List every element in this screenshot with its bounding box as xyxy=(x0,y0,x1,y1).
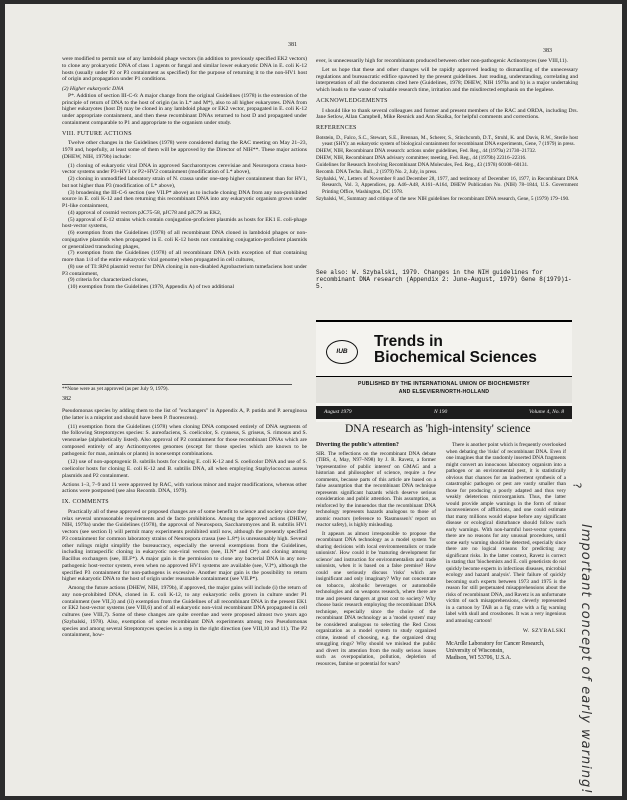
section-heading: IX. COMMENTS xyxy=(62,499,109,505)
section-heading: REFERENCES xyxy=(316,125,357,131)
address-line: Madison, WI 53706, U.S.A. xyxy=(446,654,512,661)
paragraph: Twelve other changes in the Guidelines (1978) were considered during the RAC meeting on May 21–23, 1978 and, hopefully, at least some of them will be approved by the Director of NIH**. These major actions (DHEW, NIH, 1979b) include: xyxy=(62,140,307,160)
paragraph: (12) use of non-apoptogenic B. subtilis hosts for cloning E. coli K-12 and S. coelicolor DNA and use of S. coelicolor hosts for cloning E. coli K-12 and B. subtilis DNA, all when employing Staphylococcus aureus plasmids and P2 containment. xyxy=(62,459,307,479)
iub-logo: IUB xyxy=(326,340,358,364)
paragraph: SIR. The reflections on the recombinant DNA debate (TIBS, 4, May, N97–N98) by J. R. Ravetz, a former 'representative of public interest' on GMAG and a historian and philosopher of science, require a few comments, because parts of this article are based on a false assumption that the recombinant DNA technique represents significant hazards which deserve serious consideration and public attention. This assumption, as reinforced by the innuendos that the recombinant DNA technology represents hazards analogous to those of atomic reactors (reference to 'Rasmussen's' report on reactor safety), is highly misleading. xyxy=(316,450,436,528)
upper-right-column xyxy=(316,58,578,258)
list-item: (2) cloning in unmodified laboratory strain of N. crassa under one-step higher containment than for HV1, but not higher than P3 (modification of L* above), xyxy=(62,176,307,189)
rule xyxy=(316,320,572,322)
paragraph: I should like to thank several colleagues and former and present members of the RAC and ORDA, including Drs. Jane Setlow, Allan Campbell, Mike Resnick and Ann Skalka, for helpful comments and corrections. xyxy=(316,107,578,121)
journal-header xyxy=(316,320,572,422)
margin-handwritten-note: Important concept of early warning! xyxy=(578,524,593,795)
paragraph: were modified to permit use of any lambdoid phage vectors (in addition to previously specified EK2 vectors) to clone any prokaryotic DNA of class 1 agents or fungal and similar lower eukaryotic DNA in E. coli K-12 hosts (usually under P2 or P3 containment as specified) for the purpose of returning it to the non-HV1 host of origin and propagation under P1 conditions. xyxy=(62,56,307,83)
paragraph: It appears as almost irresponsible to propose the recombinant DNA technology as a model system 'for sharing decisions with local environmentalists or trade unionists'. How could it be 'maturing development for science' and instruction for environmentalists and trade unionists, when it is based on a false premise? How could one seriously discuss 'risks' which are insignificant and only imaginary? Why not concentrate on tobacco, alcoholic beverages or automobile technologies and on weapons research, where there are true and present dangers at great cost to society? Why choose basic research employing the recombinant DNA technique, especially since the choice of the recombinant DNA technology as a 'model system' may be considered analogous to selecting the Red Cross organization as a model system to study organized crime, instead of choosing, e.g. the organized drug smuggling rings? Why should we mislead the public and divert its attention from the really serious issues such as overpopulation, pollution, depletion of resources, famine or potential for wars? xyxy=(316,530,436,667)
issue-number: N 190 xyxy=(434,409,448,415)
lower-left-column xyxy=(62,408,307,792)
article-heading: Diverting the public's attention? xyxy=(316,442,399,448)
paragraph: Actions 1–3, 7–9 and 11 were approved by RAC, with various minor and major modifications, whereas other actions were postponed (see also Recomb. DNA, 1979). xyxy=(62,481,307,495)
list-item: (7) exemption from the Guidelines (1978) of all recombinant DNA (with exception of that containing more than 1/4 of the entire eukaryotic viral genome) when propagated in cell cultures, xyxy=(62,250,307,263)
paragraph: Pseudomonas species by adding them to the list of "exchangers" in Appendix A, P. putida and P. aeruginosa (the latter is a misprint and should have been P. fluorescens). xyxy=(62,408,307,421)
section-heading: ACKNOWLEDGEMENTS xyxy=(316,97,388,104)
paragraph: ever, is unnecessarily high for recombinants produced between other non-pathogenic Actinomyces (see VIII,11). xyxy=(316,58,568,64)
list-item: (1) cloning of eukaryotic viral DNA in approved Saccharomyces cerevisiae and Neurospora crassa host-vector systems under P3+HV1 or P2+HV2 containment (modification of L* above), xyxy=(62,162,307,176)
list-item: (4) approval of cosmid vectors pJC75-58, pJC78 and pJC79 as EK2, xyxy=(68,209,222,216)
list-item: (8) use of TI::RP4 plasmid vector for DNA cloning in non-disabled Agrobacterium tumefaciens host under P3 containment, xyxy=(62,263,307,277)
list-item: (5) approval of E-12 strains which contain conjugation-proficient plasmids as hosts for EK1 E. coli-phage host-vector systems, xyxy=(62,216,307,230)
journal-title-line2: Biochemical Sciences xyxy=(374,349,537,366)
reference: DHEW, NIH, Recombinant DNA research: actions under guidelines, Fed. Reg., 44 (1979a) 21730–21732. xyxy=(316,147,537,154)
paragraph: Practically all of these approved or proposed changes are of some benefit to science and society since they relax several unreasonable requirements and de facto prohibitions. Among the approved actions (DHEW, NIH, 1979a) under the Guidelines (1978), the approval of Neurospora, Saccharomyces and B. subtilis HV1 vectors (see section I) will permit many experiments prohibited until now, although the presently specified P3 containment for common laboratory strains of Neurospora crassa (see L.8*) is unreasonably high. Several other rulings might simplify the bureaucracy, especially the several exemptions from the Guidelines, including intraspecific cloning in eukaryotic non-viral vectors (see, II.N* and O*) and cloning among Bacillus exchangers (see, III.F*). A major gain is the permission to clone any bacterial DNA in any non-pathogenic host-vector system, even when no approved HV1 systems are available (see, V.I*), although the specified P3 containment for non-pathogens is excessive. Another major gain is the possibility to return higher eukaryotic DNA to the host of origin under reasonable containment (see VII.P*). xyxy=(62,508,307,583)
page-number-right: 383 xyxy=(543,48,552,54)
reference: Szybalski, W., Letters of November 8 and December 28, 1977, and testimony of December 16, 1977, in Recombinant DNA Research, Vol. 3, Appendices, pp. A46–A48, A161–A164, DHEW Publication No. (NIH) 78–1844, U.S. Government Printing Office, Washington, DC 1978. xyxy=(316,176,578,195)
journal-title xyxy=(374,334,537,366)
reference: Szybalski, W., Summary and critique of the new NIH guidelines for recombinant DNA research, Gene, 5 (1979) 179–190. xyxy=(316,195,570,202)
paragraph: Let us hope that these and other changes will be rapidly approved leading to dismantling of the unnecessary regulations and bureaucratic edifice spawned by the present guidelines. Just reading, understanding, correlating and interpretation of all the documents cited here (Guidelines, 1978; DHEW, NIH 1979a and b) is a major undertaking which leads to the waste of valuable research time, irritation and the misdirected emphasis on the legalese. xyxy=(316,66,578,93)
address-line: McArdle Laboratory for Cancer Research, xyxy=(446,640,545,647)
paragraph: There is another point which is frequently overlooked when debating the 'risks' of recombinant DNA. Even if one imagines that the randomly inserted DNA fragments might convert an innocuous laboratory organism into a pathogen or an environmental pest, it is statistically obvious that chances for an inadvertent synthesis of a catastrophic pathogen or pest are vastly smaller than those for producing a poorly adapted and thus very weakly deleterious microorganism. Thus, the latter would provide ample warnings in the form of minor inconveniences of afflictions, and one could estimate that many millions would elapse before any significant disease or ecological disturbance should follow such early warnings. With non-harmful host-vector systems there are no reasons for any unusual procedures, until some early warning should be detected, especially since there are no logical reasons for predicting any significant risks. In the latter context, Ravetz is correct in stating that 'biochemists and E. coli geneticists do not quickly become experts in infectious diseases, microbial ecology and hazard analysis'. Their failure of quickly becoming such experts between 1973 and 1975 is the reason for still perpetuated misapprehensions about the risks of recombinant DNA, and Ravetz is an unfortunate victim of such misapprehensions, cleverly represented in a cartoon by TAB as a fig crate with a fig warning label with skull and crossbones. It was a very ingenious and amusing cartoon! xyxy=(446,442,566,624)
volume: Volume 4, No. 8 xyxy=(529,409,564,415)
section-heading: VIII. FUTURE ACTIONS xyxy=(62,130,132,137)
paragraph: P*. Addition of section III-C-6: A major change from the original Guidelines (1978) is the extension of the principle of return of DNA to the host of origin (as in L* and M*), also to all higher eukaryotes. DNA from higher eukaryotes (host D) may be cloned in any lambdoid phage or EK2 vector, propagated in E. coli K-12 under appropriate containment, and then these recombinant DNAs returned to host D and propagated under containment comparable to P1 and appropriate to the organism under study. xyxy=(62,92,307,126)
article-title: DNA research as 'high-intensity' science xyxy=(345,423,531,435)
issue-bar xyxy=(316,406,572,419)
upper-left-column xyxy=(62,56,307,384)
margin-question-mark: ? xyxy=(570,482,584,489)
list-item: (9) criteria for characterized clones, xyxy=(68,277,148,284)
list-item: (10) exemption from the Guidelines (1978, Appendix A) of two additional xyxy=(68,284,235,290)
reference: Botstein, D., Falco, S.C., Stewart, S.E., Brennan, M., Scherer, S., Stinchcomb, D.T., Struhl, K. and Davis, R.W., Sterile host yeast (SHY): an eukaryotic system of biological containment for recombinant DNA experiments, Gene, 7 (1979) in press. xyxy=(316,134,578,147)
section-heading: (2) Higher eukaryotic DNA xyxy=(62,86,124,92)
address-line: University of Wisconsin, xyxy=(446,647,504,654)
reference: Recomb. DNA Techn. Bull., 2 (1979) No. 2, July, in press. xyxy=(316,169,438,176)
issue-date: August 1979 xyxy=(324,409,352,415)
journal-title-line1: Trends in xyxy=(374,333,443,350)
article-right-column xyxy=(446,442,566,792)
reference: Guidelines for Research Involving Recombinant DNA Molecules, Fed. Reg., 43 (1978) 60108–60131. xyxy=(316,162,529,169)
list-item: (3) broadening the III-C-6 section (see VII.P* above) as to include cloning DNA from any non-prohibited source in E. coli K-12 and then returning this recombinant DNA into any eukaryotic organism grown under P1-like containment, xyxy=(62,189,307,209)
paragraph: (11) exemption from the Guidelines (1978) when cloning DNA composed entirely of DNA segments of the following Streptomyces species: S. aureofaciens, S. coelicolor, S. cyaneus, S. griseus, S. rimosus and S. venezuelae (alphabetically listed). Also approval of P2 containment for those recombinant DNAs which are composed entirely of any Actinomycetes genomes (except for those species which are known to be pathogenic for man, animals or plants) in nonexempt combinations. xyxy=(62,423,307,457)
see-also-note: See also: W. Szybalski, 1979. Changes in the NIH guidelines for recombinant DNA research (Appendix 2: June-August, 1979) Gene 8(1979)1-5. xyxy=(316,269,572,290)
publisher-band xyxy=(316,376,572,403)
list-item: (6) exemption from the Guidelines (1978) of all recombinant DNA cloned in lambdoid phages or non-conjugative plasmids when propagated in E. coli K-12 hosts not containing conjugation-proficient plasmids or generalized transducing phages, xyxy=(62,230,307,250)
reference: DHEW, NIH, Recombinant DNA advisory committee; meeting, Fed. Reg., 44 (1979b) 22316–22316. xyxy=(316,155,527,162)
footnote: **None were as yet approved (as per July 9, 1979). xyxy=(62,384,292,393)
scanned-page xyxy=(5,4,622,796)
paragraph: Among the future actions (DHEW, NIH, 1979b), if approved, the major gains will include (i) the return of any non-prohibited DNA, cloned in E. coli K-12, to any eukaryotic cells grown in culture under P1 containment (see VII,3) and (ii) exemption from the Guidelines of all recombinant DNA in the present EK1 or EK2 host-vector systems (see VIII,6) and of all eukaryotic non-viral recombinant DNA propagated in cell cultures (see VIII,7). Some of these changes are quite overdue and were proposed almost two years ago (Szybalski, 1978). Also, exemption of some recombinant DNA experiments among two Pseudomonas species and among several Streptomyces species is a step in the right direction (see VIII,10 and 11). The P2 containment, how- xyxy=(62,585,307,639)
address xyxy=(446,641,566,662)
signature: W. SZYBALSKI xyxy=(522,628,566,634)
page-number-left: 381 xyxy=(288,42,297,48)
publisher-line2: AND ELSEVIER/NORTH-HOLLAND xyxy=(398,389,490,395)
page-number-382: 382 xyxy=(62,396,71,402)
publisher-line1: PUBLISHED BY THE INTERNATIONAL UNION OF BIOCHEMISTRY xyxy=(358,381,530,387)
article-left-column xyxy=(316,442,436,792)
